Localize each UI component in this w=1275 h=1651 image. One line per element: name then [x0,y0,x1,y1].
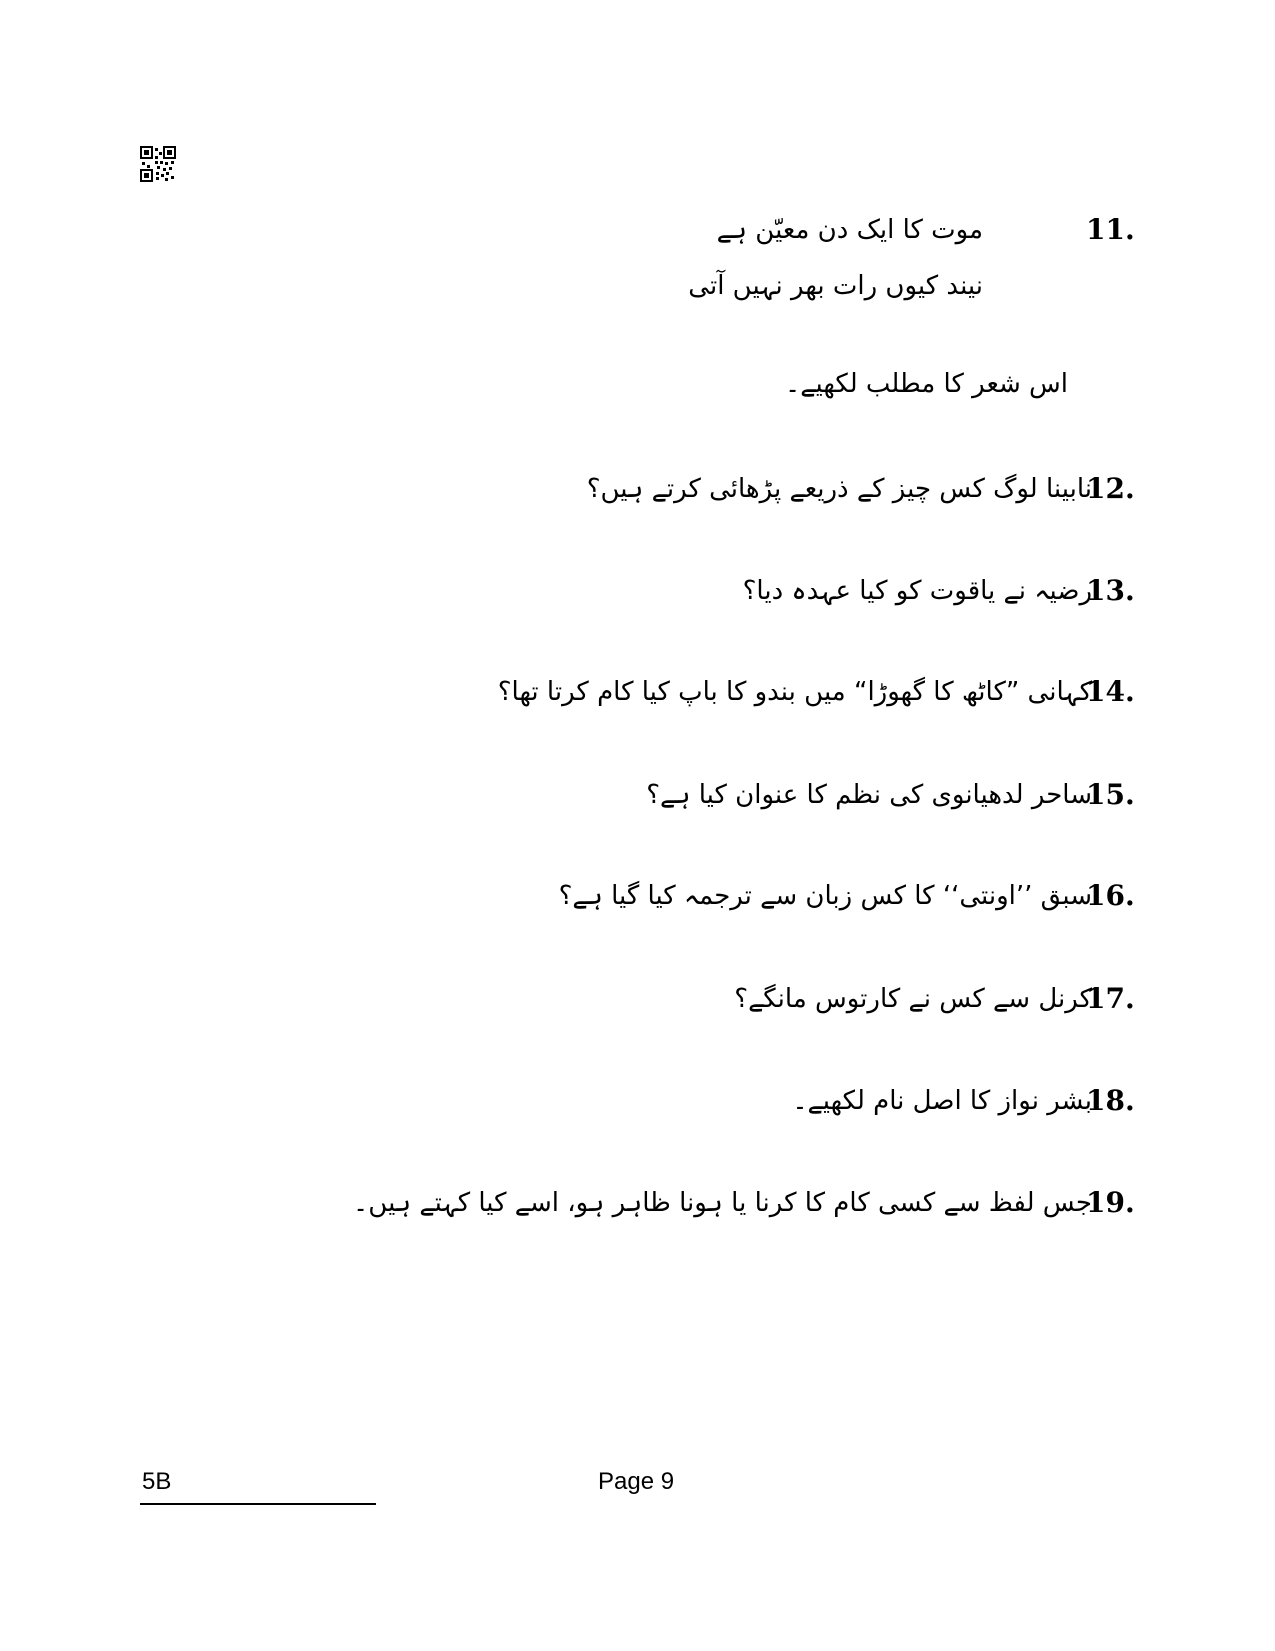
question-text: کرنل سے کس نے کارتوس مانگے؟ [734,984,1092,1014]
question-number: 18. [1086,1084,1135,1117]
verse-line-1: موت کا ایک دن معیّن ہے [716,215,983,245]
question-number: 16. [1086,879,1135,912]
question-text: نابینا لوگ کس چیز کے ذریعے پڑھائی کرتے ہیں؟ [586,474,1092,504]
question-number: 12. [1086,472,1135,505]
question-text: بشر نواز کا اصل نام لکھیے۔ [792,1086,1092,1116]
footer-divider [140,1503,376,1505]
question-number: 15. [1086,778,1135,811]
qr-code-icon [140,146,176,182]
question-text: ساحر لدھیانوی کی نظم کا عنوان کیا ہے؟ [646,780,1092,810]
question-text: سبق ’’اونتی‘‘ کا کس زبان سے ترجمہ کیا گیا ہے؟ [558,881,1092,911]
question-number: 13. [1086,574,1135,607]
question-text: جس لفظ سے کسی کام کا کرنا یا ہونا ظاہر ہو، اسے کیا کہتے ہیں۔ [353,1188,1092,1218]
question-text: کہانی ”کاٹھ کا گھوڑا“ میں بندو کا باپ کیا کام کرتا تھا؟ [497,677,1092,707]
question-prompt: اس شعر کا مطلب لکھیے۔ [785,369,1068,399]
question-number: 19. [1086,1186,1135,1219]
page-number: Page 9 [598,1468,675,1495]
question-text: رضیہ نے یاقوت کو کیا عہدہ دیا؟ [742,576,1092,606]
question-number: 17. [1086,982,1135,1015]
question-number: 11. [1086,213,1135,246]
question-number: 14. [1086,675,1135,708]
paper-code: 5B [142,1468,172,1495]
verse-line-2: نیند کیوں رات بھر نہیں آتی [688,271,983,301]
